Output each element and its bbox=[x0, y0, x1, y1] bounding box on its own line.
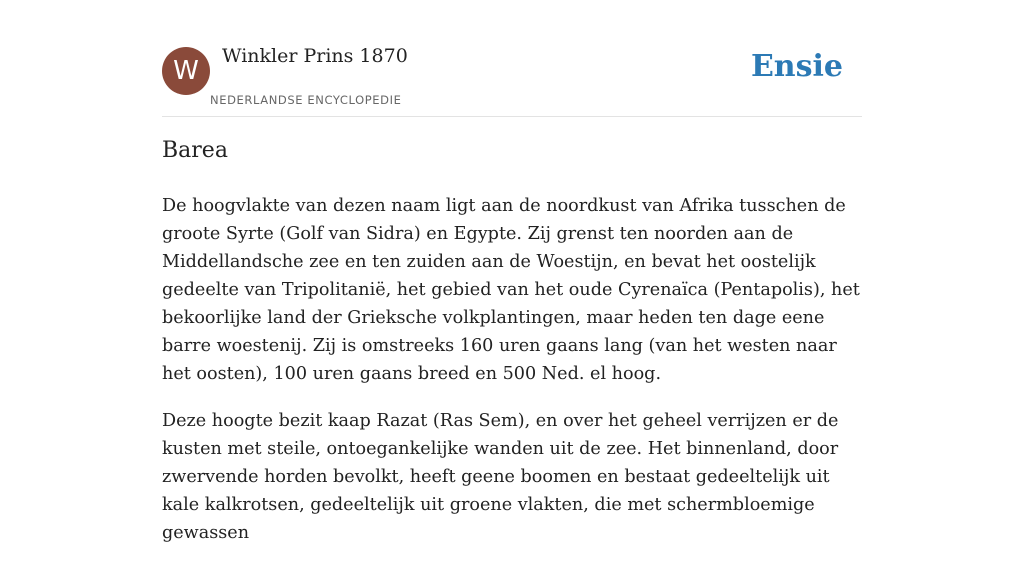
entry-paragraph: De hoogvlakte van dezen naam ligt aan de noordkust van Afrika tusschen de groote Syrte (Golf van Sidra) en Egypte. Zij grenst ten noorden aan de Middellandsche zee en ten zuiden aan de Woestijn, en bevat het oostelijk gedeelte van Tripolitanië, het gebied van het oude Cyrenaïca (Pentapolis), het bekoorlijke land der Grieksche volkplantingen, maar heden ten dage eene barre woestenij. Zij is omstreeks 160 uren gaans lang (van het westen naar het oosten), 100 uren gaans breed en 500 Ned. el hoog. bbox=[162, 196, 860, 384]
entry-paragraph: Deze hoogte bezit kaap Razat (Ras Sem), en over het geheel verrijzen er de kusten met steile, ontoegankelijke wanden uit de zee. Het binnenland, door zwervende horden bevolkt, heeft geene boomen en bestaat gedeeltelijk uit kale kalkrotsen, gedeeltelijk uit groene vlakten, die met schermbloemige gewassen bbox=[162, 411, 839, 543]
entry-title: Barea bbox=[162, 138, 228, 163]
entry-content bbox=[162, 192, 862, 566]
source-title-link[interactable]: Winkler Prins 1870 bbox=[222, 45, 408, 67]
ensie-logo[interactable]: Ensie bbox=[750, 49, 843, 84]
source-avatar[interactable]: W bbox=[162, 47, 210, 95]
article-page bbox=[162, 0, 862, 543]
source-subtitle: NEDERLANDSE ENCYCLOPEDIE bbox=[210, 93, 402, 107]
source-header bbox=[162, 0, 862, 117]
